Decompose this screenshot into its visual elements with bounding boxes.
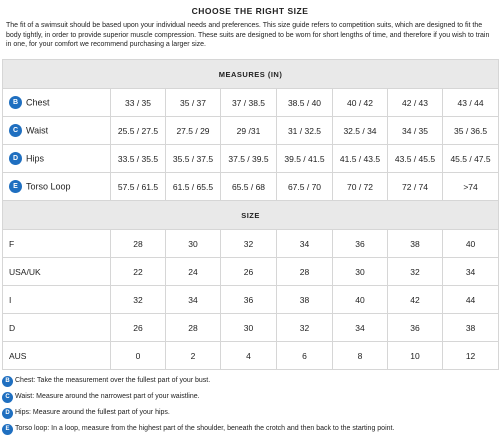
size-cell: 40 [443, 230, 499, 258]
measure-label-cell [3, 89, 111, 117]
note-hips [2, 405, 498, 421]
measure-cell: 38.5 / 40 [277, 89, 333, 117]
measure-cell: 61.5 / 65.5 [166, 173, 221, 201]
measure-cell: 25.5 / 27.5 [111, 117, 166, 145]
size-cell: 12 [443, 342, 499, 370]
size-cell: 36 [221, 286, 277, 314]
measure-label: Waist [26, 125, 49, 136]
size-cell: 34 [443, 258, 499, 286]
size-cell: 30 [333, 258, 388, 286]
measure-label: Torso Loop [26, 181, 71, 192]
size-cell: 32 [111, 286, 166, 314]
note-torso-loop [2, 421, 498, 437]
size-cell: 2 [166, 342, 221, 370]
letter-d-badge-icon: D [9, 152, 22, 165]
size-header-row [3, 201, 499, 230]
measure-label-cell [3, 117, 111, 145]
size-cell: 30 [221, 314, 277, 342]
measures-header-row [3, 60, 499, 89]
letter-c-badge-icon: C [2, 392, 13, 403]
note-text: Chest: Take the measurement over the fullest part of your bust. [15, 377, 211, 384]
note-text: Hips: Measure around the fullest part of your hips. [15, 409, 170, 416]
measure-row-torso-loop [3, 173, 499, 201]
size-cell: 36 [333, 230, 388, 258]
measure-cell: 37 / 38.5 [221, 89, 277, 117]
size-cell: 34 [333, 314, 388, 342]
measure-label: Chest [26, 97, 50, 108]
measure-cell: 29 /31 [221, 117, 277, 145]
measure-cell: 39.5 / 41.5 [277, 145, 333, 173]
measure-cell: 27.5 / 29 [166, 117, 221, 145]
measure-cell: 33.5 / 35.5 [111, 145, 166, 173]
measure-cell: 42 / 43 [388, 89, 443, 117]
note-text: Torso loop: In a loop, measure from the highest part of the shoulder, beneath the crotch and then back to the starting point. [15, 425, 395, 432]
measure-cell: 40 / 42 [333, 89, 388, 117]
size-cell: 22 [111, 258, 166, 286]
measure-cell: 43.5 / 45.5 [388, 145, 443, 173]
size-cell: 4 [221, 342, 277, 370]
size-cell: 38 [277, 286, 333, 314]
measure-cell: 33 / 35 [111, 89, 166, 117]
size-cell: 0 [111, 342, 166, 370]
size-cell: 10 [388, 342, 443, 370]
measure-cell: 32.5 / 34 [333, 117, 388, 145]
size-cell: 28 [166, 314, 221, 342]
letter-e-badge-icon: E [9, 180, 22, 193]
page-title: CHOOSE THE RIGHT SIZE [191, 6, 309, 16]
measure-label: Hips [26, 153, 45, 164]
size-cell: 26 [111, 314, 166, 342]
measure-label-cell [3, 173, 111, 201]
measure-row-hips [3, 145, 499, 173]
measure-cell: 37.5 / 39.5 [221, 145, 277, 173]
intro-text: The fit of a swimsuit should be based upon your individual needs and preferences. This size guide refers to competition suits, which are designed to fit the body tightly, in order to provide superior muscle compression. These suits are designed to be worn for short lengths of time, and therefore if you wish to train in one, for your comfort we recommend purchasing a larger size. [6, 22, 490, 48]
measure-cell: 45.5 / 47.5 [443, 145, 499, 173]
letter-d-badge-icon: D [2, 408, 13, 419]
measure-cell: 65.5 / 68 [221, 173, 277, 201]
measure-cell: 43 / 44 [443, 89, 499, 117]
measure-cell: >74 [443, 173, 499, 201]
measure-cell: 72 / 74 [388, 173, 443, 201]
measure-label-cell [3, 145, 111, 173]
size-cell: 28 [111, 230, 166, 258]
size-cell: 36 [388, 314, 443, 342]
size-label: D [3, 314, 111, 342]
measure-cell: 67.5 / 70 [277, 173, 333, 201]
size-cell: 32 [388, 258, 443, 286]
size-label: F [3, 230, 111, 258]
size-cell: 26 [221, 258, 277, 286]
size-cell: 34 [166, 286, 221, 314]
size-row-usa-uk [3, 258, 499, 286]
measure-cell: 57.5 / 61.5 [111, 173, 166, 201]
size-cell: 32 [277, 314, 333, 342]
measure-cell: 70 / 72 [333, 173, 388, 201]
measure-row-chest [3, 89, 499, 117]
letter-e-badge-icon: E [2, 424, 13, 435]
measures-heading: MEASURES (IN) [3, 60, 499, 89]
measure-cell: 41.5 / 43.5 [333, 145, 388, 173]
size-label: I [3, 286, 111, 314]
size-cell: 38 [388, 230, 443, 258]
size-row-i [3, 286, 499, 314]
note-text: Waist: Measure around the narrowest part of your waistline. [15, 393, 200, 400]
size-cell: 30 [166, 230, 221, 258]
size-cell: 40 [333, 286, 388, 314]
measure-cell: 34 / 35 [388, 117, 443, 145]
measure-row-waist [3, 117, 499, 145]
size-cell: 8 [333, 342, 388, 370]
measure-cell: 35 / 37 [166, 89, 221, 117]
note-chest [2, 373, 498, 389]
size-row-d [3, 314, 499, 342]
size-cell: 28 [277, 258, 333, 286]
measure-cell: 35.5 / 37.5 [166, 145, 221, 173]
size-label: USA/UK [3, 258, 111, 286]
size-row-f [3, 230, 499, 258]
measure-cell: 35 / 36.5 [443, 117, 499, 145]
letter-c-badge-icon: C [9, 124, 22, 137]
measure-cell: 31 / 32.5 [277, 117, 333, 145]
size-heading: SIZE [3, 201, 499, 230]
size-cell: 44 [443, 286, 499, 314]
size-row-aus [3, 342, 499, 370]
size-cell: 42 [388, 286, 443, 314]
size-cell: 6 [277, 342, 333, 370]
measurement-notes [2, 373, 498, 437]
note-waist [2, 389, 498, 405]
size-cell: 34 [277, 230, 333, 258]
size-cell: 32 [221, 230, 277, 258]
size-cell: 24 [166, 258, 221, 286]
letter-b-badge-icon: B [2, 376, 13, 387]
size-label: AUS [3, 342, 111, 370]
size-cell: 38 [443, 314, 499, 342]
letter-b-badge-icon: B [9, 96, 22, 109]
size-table [2, 59, 499, 370]
